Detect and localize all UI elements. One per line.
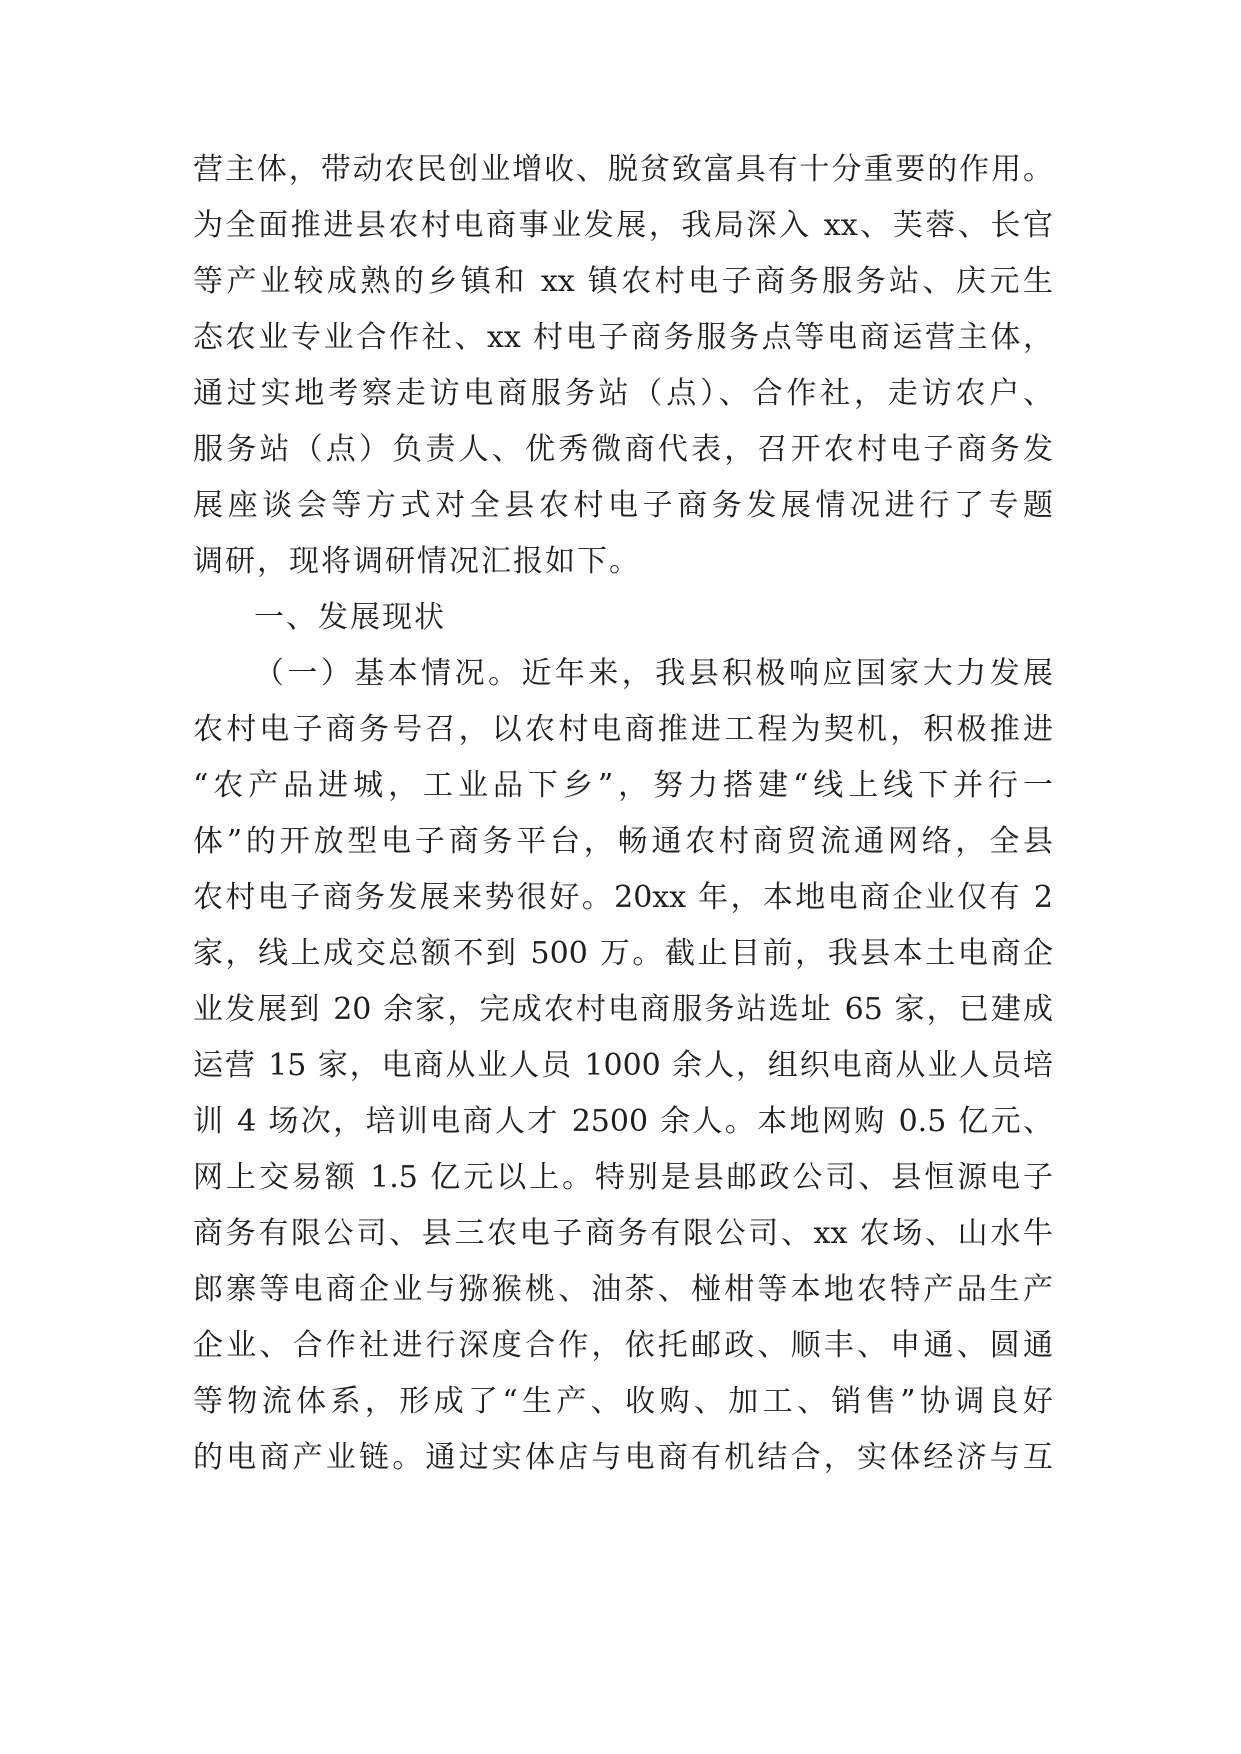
- text-line: 体”的开放型电子商务平台，畅通农村商贸流通网络，全县: [193, 824, 1053, 859]
- text-line: 商务有限公司、县三农电子商务有限公司、xx 农场、山水牛: [193, 1216, 1053, 1251]
- text-line: 展座谈会等方式对全县农村电子商务发展情况进行了专题: [193, 488, 1053, 523]
- text-line: 训 4 场次，培训电商人才 2500 余人。本地网购 0.5 亿元、: [193, 1104, 1053, 1139]
- paragraph-first-line: （一）基本情况。近年来，我县积极响应国家大力发展: [254, 656, 1053, 691]
- text-line: 企业、合作社进行深度合作，依托邮政、顺丰、申通、圆通: [193, 1328, 1053, 1363]
- text-line: 运营 15 家，电商从业人员 1000 余人，组织电商从业人员培: [193, 1048, 1053, 1083]
- text-line: 的电商产业链。通过实体店与电商有机结合，实体经济与互: [193, 1440, 1053, 1475]
- text-line: 网上交易额 1.5 亿元以上。特别是县邮政公司、县恒源电子: [193, 1160, 1053, 1195]
- text-line: 调研，现将调研情况汇报如下。: [193, 544, 641, 579]
- text-line: 等产业较成熟的乡镇和 xx 镇农村电子商务服务站、庆元生: [193, 264, 1053, 299]
- text-line: 通过实地考察走访电商服务站（点）、合作社，走访农户、: [193, 376, 1053, 411]
- text-line: 郎寨等电商企业与猕猴桃、油茶、椪柑等本地农特产品生产: [193, 1272, 1053, 1307]
- text-line: 为全面推进县农村电商事业发展，我局深入 xx、芙蓉、长官: [193, 208, 1053, 243]
- text-line: “农产品进城，工业品下乡”，努力搭建“线上线下并行一: [193, 768, 1053, 803]
- text-line: 农村电子商务发展来势很好。20xx 年，本地电商企业仅有 2: [193, 880, 1053, 915]
- text-line: 农村电子商务号召，以农村电商推进工程为契机，积极推进: [193, 712, 1053, 747]
- text-line: 业发展到 20 余家，完成农村电商服务站选址 65 家，已建成: [193, 992, 1053, 1027]
- text-line: 服务站（点）负责人、优秀微商代表，召开农村电子商务发: [193, 432, 1053, 467]
- section-heading: 一、发展现状: [254, 600, 446, 635]
- text-line: 家，线上成交总额不到 500 万。截止目前，我县本土电商企: [193, 936, 1053, 971]
- text-line: 营主体，带动农民创业增收、脱贫致富具有十分重要的作用。: [193, 152, 1053, 187]
- text-line: 态农业专业合作社、xx 村电子商务服务点等电商运营主体，: [193, 320, 1053, 355]
- text-line: 等物流体系，形成了“生产、收购、加工、销售”协调良好: [193, 1384, 1053, 1419]
